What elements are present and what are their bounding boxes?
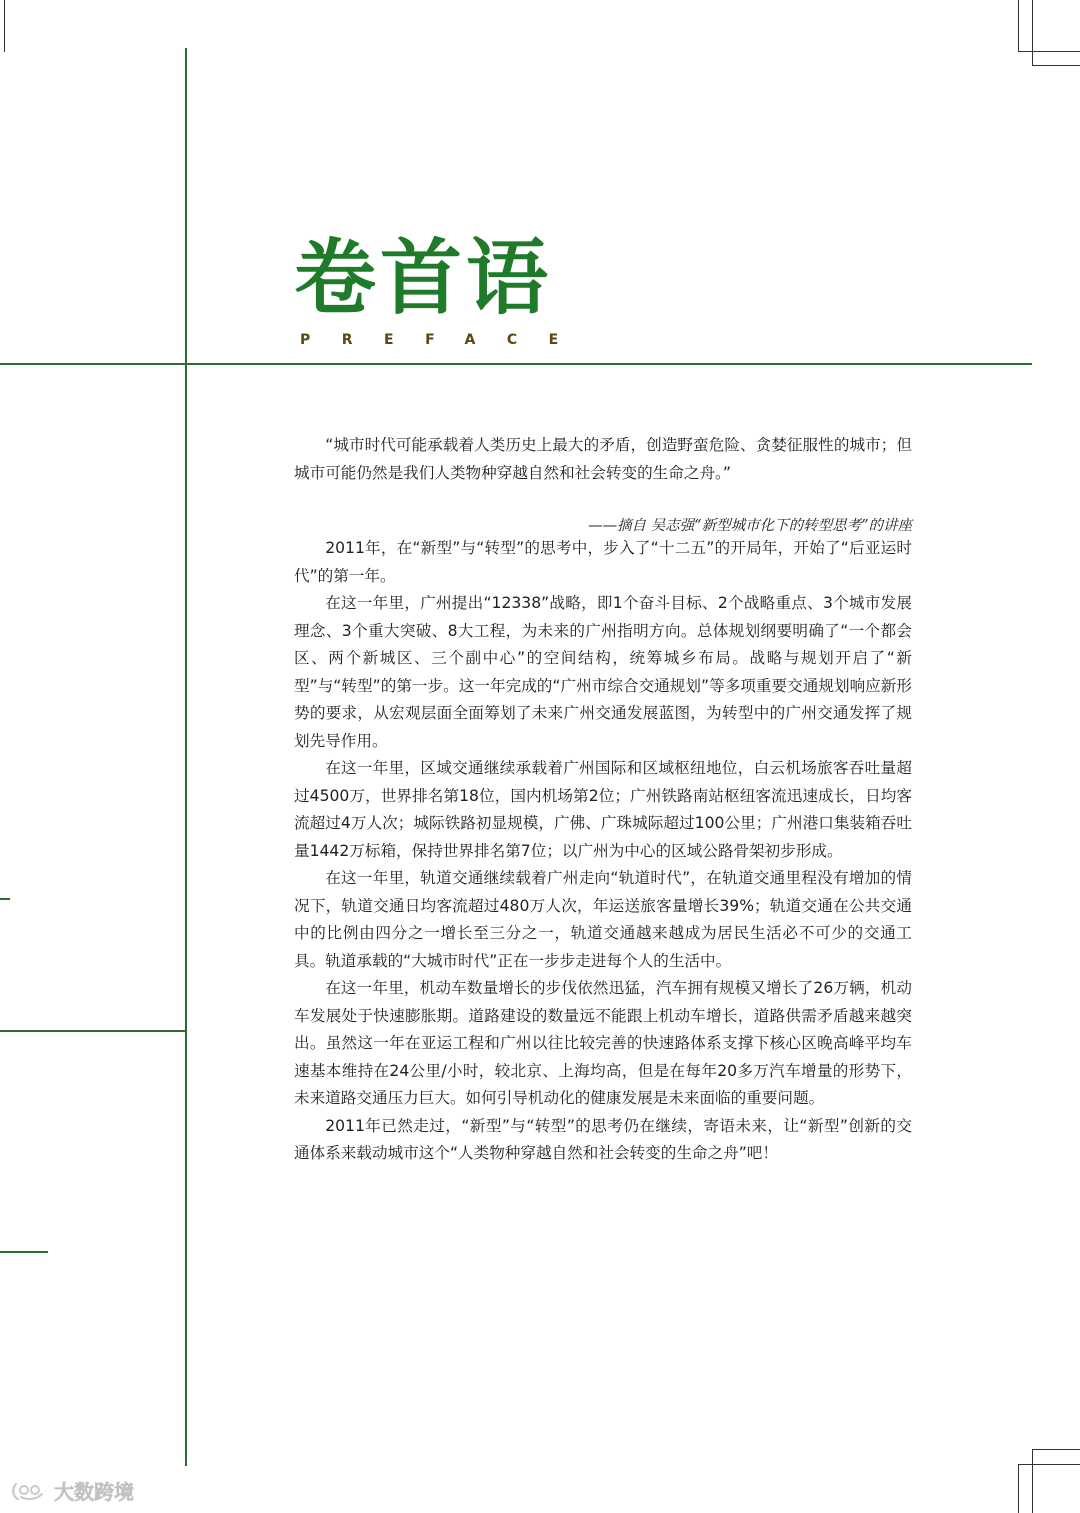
crop-mark-top-right-h1 <box>1018 51 1080 52</box>
paragraph: 2011年，在“新型”与“转型”的思考中，步入了“十二五”的开局年，开始了“后亚运时代”的第一年。 <box>294 539 912 585</box>
vertical-rule <box>185 48 187 1466</box>
paragraph: 在这一年里，轨道交通继续载着广州走向“轨道时代”，在轨道交通里程没有增加的情况下，轨道交通日均客流超过480万人次，年运送旅客量增长39%；轨道交通在公共交通中的比例由四分之一增长至三分之一，轨道交通越来越成为居民生活必不可少的交通工具。轨道承载的“大城市时代”正在一步步走进每个人的生活中。 <box>294 869 912 970</box>
crop-mark-top-left <box>4 0 5 52</box>
page-subtitle: PREFACE <box>300 332 590 348</box>
left-rule-lower <box>0 1251 48 1253</box>
paragraph: 在这一年里，区域交通继续承载着广州国际和区域枢纽地位，白云机场旅客吞吐量超过4500万，世界排名第18位，国内机场第2位；广州铁路南站枢纽客流迅速成长，日均客流超过4万人次；城际铁路初显规模，广佛、广珠城际超过100公里；广州港口集装箱吞吐量1442万标箱，保持世界排名第7位；以广州为中心的区域公路骨架初步形成。 <box>294 759 912 860</box>
crop-mark-top-right-v2 <box>1032 0 1033 66</box>
watermark <box>10 1476 134 1505</box>
paragraph: 在这一年里，广州提出“12338”战略，即1个奋斗目标、2个战略重点、3个城市发展理念、3个重大突破、8大工程，为未来的广州指明方向。总体规划纲要明确了“一个都会区、两个新城区、三个副中心”的空间结构，统筹城乡布局。战略与规划开启了“新型”与“转型”的第一步。这一年完成的“广州市综合交通规划”等多项重要交通规划响应新形势的要求，从宏观层面全面筹划了未来广州交通发展蓝图，为转型中的广州交通发挥了规划先导作用。 <box>294 594 912 750</box>
left-rule-upper <box>0 1030 186 1032</box>
crop-mark-top-right-h2 <box>1032 65 1080 66</box>
crop-mark-bottom-right-v1 <box>1018 1464 1019 1513</box>
opening-quote <box>294 432 912 487</box>
paragraph: 在这一年里，机动车数量增长的步伐依然迅猛，汽车拥有规模又增长了26万辆，机动车发展处于快速膨胀期。道路建设的数量远不能跟上机动车增长，道路供需矛盾越来越突出。虽然这一年在亚运工程和广州以往比较完善的快速路体系支撑下核心区晚高峰平均车速基本维持在24公里/小时，较北京、上海均高，但是在每年20多万汽车增量的形势下，未来道路交通压力巨大。如何引导机动化的健康发展是未来面临的重要问题。 <box>294 979 912 1107</box>
watermark-logo-icon <box>10 1480 50 1502</box>
quote-text: “城市时代可能承载着人类历史上最大的矛盾，创造野蛮危险、贪婪征服性的城市；但城市可能仍然是我们人类物种穿越自然和社会转变的生命之舟。” <box>294 436 912 482</box>
crop-mark-bottom-right-h2 <box>1032 1449 1080 1450</box>
left-tick <box>0 898 10 900</box>
page-title: 卷首语 <box>294 231 553 326</box>
watermark-text: 大数跨境 <box>54 1480 134 1504</box>
quote-attribution: ——摘自 吴志强“新型城市化下的转型思考”的讲座 <box>588 518 912 534</box>
horizontal-rule <box>0 363 1032 365</box>
body-text <box>294 535 912 1168</box>
paragraph: 2011年已然走过，“新型”与“转型”的思考仍在继续，寄语未来，让“新型”创新的交通体系来载动城市这个“人类物种穿越自然和社会转变的生命之舟”吧！ <box>294 1116 912 1162</box>
crop-mark-bottom-right-v2 <box>1032 1449 1033 1513</box>
crop-mark-bottom-right-h1 <box>1018 1464 1080 1465</box>
crop-mark-top-right-v1 <box>1018 0 1019 52</box>
